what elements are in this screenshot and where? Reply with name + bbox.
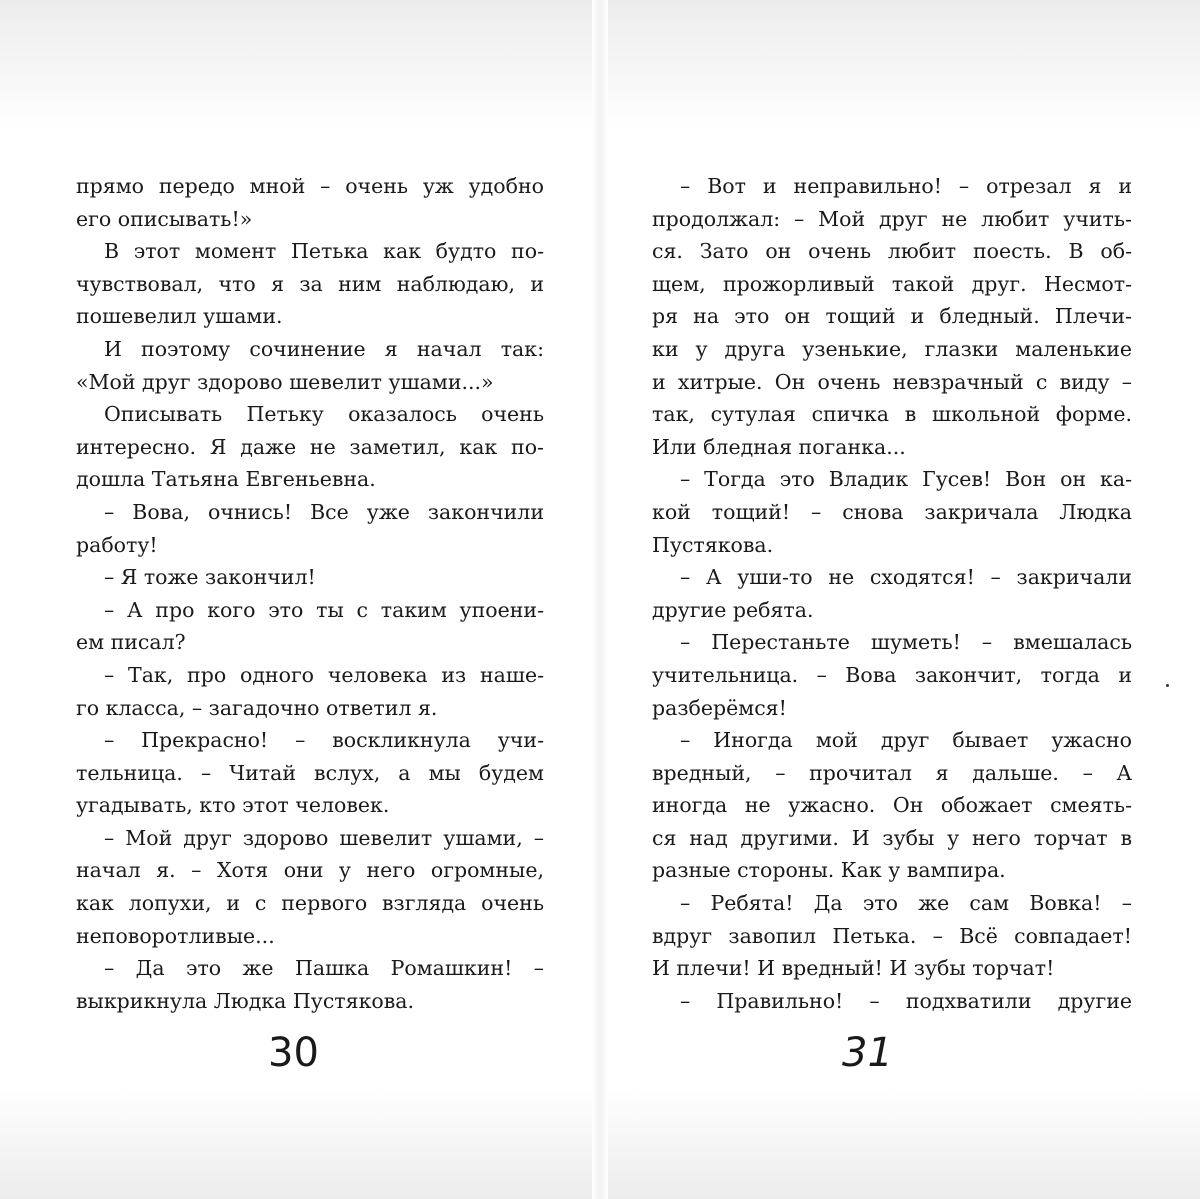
text-line: – Вот и неправильно! – отрезал я и — [680, 174, 1132, 198]
text-line: – Прекрасно! – воскликнула учи- — [104, 728, 544, 753]
text-line: Описывать Петьку оказалось очень — [104, 402, 544, 427]
text-line: продолжал: – Мой друг не любит учить- — [652, 206, 1132, 231]
left-page-text — [76, 170, 544, 1017]
text-line: – Мой друг здорово шевелит ушами, – — [104, 825, 544, 850]
text-line: и хитрые. Он очень невзрачный с виду – — [652, 369, 1132, 394]
text-line: дошла Татьяна Евгеньевна. — [76, 467, 376, 492]
text-line: – Тогда это Владик Гусев! Вон он ка- — [680, 467, 1132, 492]
text-line: – Ребята! Да это же сам Вовка! – — [680, 891, 1132, 916]
text-line: – Вова, очнись! Все уже закончили — [104, 499, 544, 524]
text-line: учительница. – Вова закончит, тогда и — [652, 662, 1132, 687]
text-line: как лопухи, и с первого взгляда очень — [76, 891, 544, 916]
text-line: ся над другими. И зубы у него торчат в — [652, 825, 1132, 850]
text-line: – Правильно! – подхватили другие — [680, 988, 1132, 1013]
text-line: Пустякова. — [652, 532, 774, 557]
text-line: И поэтому сочинение я начал так: — [104, 336, 544, 361]
text-line: ем писал? — [76, 630, 186, 655]
text-line: ся. Зато он очень любит поесть. В об- — [652, 239, 1132, 264]
text-line: – Перестаньте шуметь! – вмешалась — [680, 630, 1132, 655]
text-line: Или бледная поганка... — [652, 434, 906, 459]
text-line: – А про кого это ты с таким упоени- — [104, 597, 544, 622]
text-line: – Да это же Пашка Ромашкин! – — [104, 956, 544, 981]
text-line: И плечи! И вредный! И зубы торчат! — [652, 956, 1055, 981]
text-line: разберёмся! — [652, 695, 787, 720]
book-gutter — [592, 0, 608, 1199]
text-line: «Мой друг здорово шевелит ушами...» — [76, 369, 494, 394]
text-line: иногда не ужасно. Он обожает смеять- — [652, 793, 1132, 818]
text-line: прямо передо мной – очень уж удобно — [76, 174, 544, 198]
text-line: – Я тоже закончил! — [104, 565, 316, 590]
text-line: пошевелил ушами. — [76, 304, 283, 329]
text-line: так, сутулая спичка в школьной форме. — [652, 402, 1132, 427]
text-line: щем, прожорливый такой друг. Несмот- — [652, 271, 1132, 296]
text-line: тельница. – Читай вслух, а мы будем — [76, 760, 544, 785]
text-line: работу! — [76, 532, 158, 557]
right-page-number: 31 — [842, 1030, 893, 1076]
text-line: другие ребята. — [652, 597, 814, 622]
text-line: угадывать, кто этот человек. — [76, 793, 390, 818]
text-line: разные стороны. Как у вампира. — [652, 858, 1006, 883]
text-line: ки у друга узенькие, глазки маленькие — [652, 336, 1132, 361]
text-line: интересно. Я даже не заметил, как по- — [76, 434, 544, 459]
text-line: – Так, про одного человека из наше- — [104, 662, 544, 687]
text-line: вдруг завопил Петька. – Всё совпадает! — [652, 923, 1132, 948]
text-line: начал я. – Хотя они у него огромные, — [76, 858, 544, 883]
right-page-text — [652, 170, 1132, 1017]
text-line: – Иногда мой друг бывает ужасно — [680, 728, 1132, 753]
text-line: го класса, – загадочно ответил я. — [76, 695, 438, 720]
speck-mark — [1166, 684, 1169, 687]
left-page-number: 30 — [268, 1030, 319, 1076]
text-line: ря на это он тощий и бледный. Плечи- — [652, 304, 1132, 329]
text-line: неповоротливые... — [76, 923, 275, 948]
text-line: вредный, – прочитал я дальше. – А — [652, 760, 1132, 785]
text-line: его описывать!» — [76, 206, 253, 231]
text-line: – А уши-то не сходятся! – закричали — [680, 565, 1132, 590]
text-line: выкрикнула Людка Пустякова. — [76, 988, 415, 1013]
text-line: кой тощий! – снова закричала Людка — [652, 499, 1132, 524]
text-line: В этот момент Петька как будто по- — [104, 239, 544, 264]
text-line: чувствовал, что я за ним наблюдаю, и — [76, 271, 544, 296]
